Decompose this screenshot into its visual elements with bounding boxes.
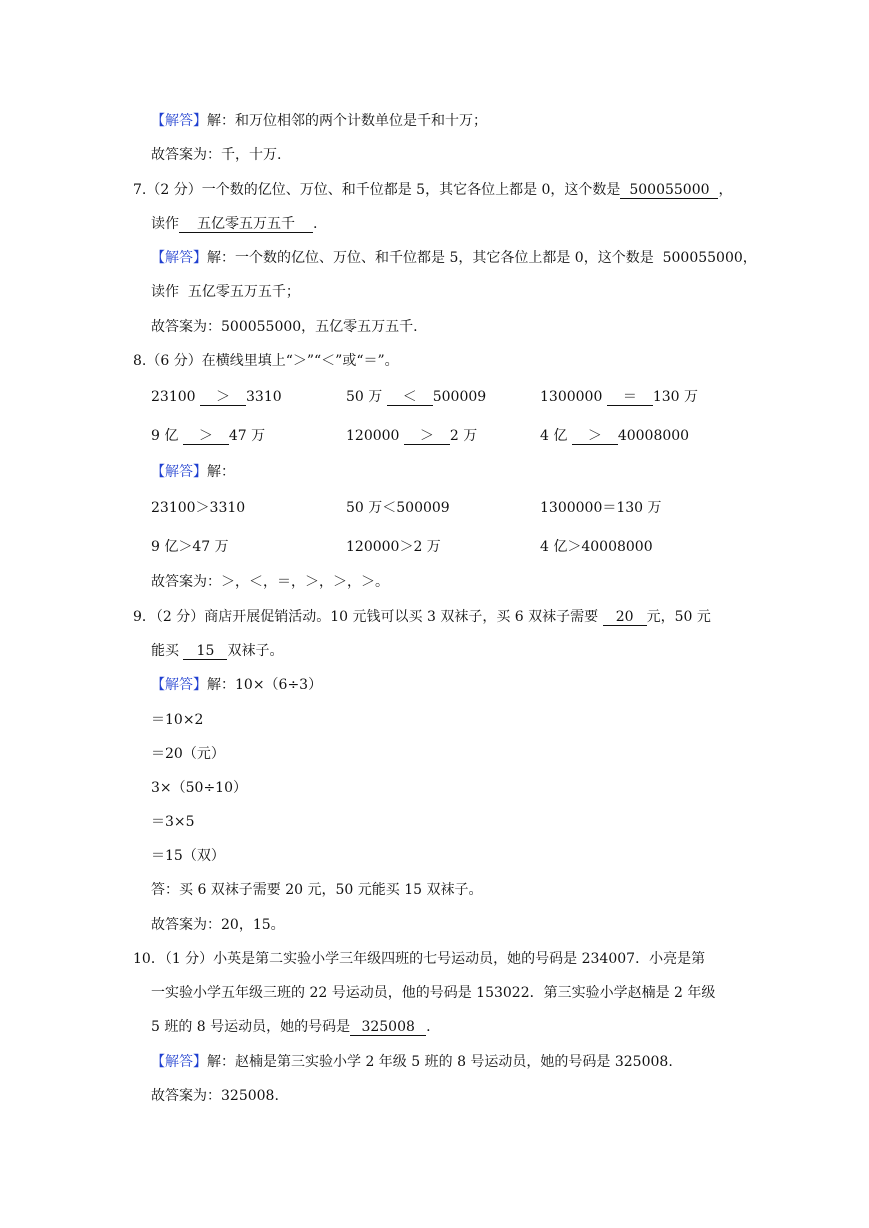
q10-stem-line2: 一实验小学五年级三班的 22 号运动员，他的号码是 153022．第三实验小学赵楠是 2 年级 <box>151 985 716 1001</box>
q9-answer: 故答案为：20，15。 <box>151 917 285 933</box>
q8-blank: ＞ <box>200 389 246 406</box>
q9-step-2: ＝20（元） <box>151 746 225 762</box>
q7-answer: 故答案为：500055000，五亿零五万五千. <box>151 319 418 335</box>
q8-blank: ＞ <box>183 428 229 445</box>
q9-step-5: ＝15（双） <box>151 848 225 864</box>
q9-blank-pairs: 15 <box>183 643 227 660</box>
q8-item-6: 4 亿 ＞ 40008000 <box>540 428 690 444</box>
q10-solution: 【解答】解：赵楠是第三实验小学 2 年级 5 班的 8 号运动员，她的号码是 325008. <box>151 1054 673 1070</box>
q6-solution: 【解答】解：和万位相邻的两个计数单位是千和十万； <box>151 113 487 129</box>
q10-answer: 故答案为：325008. <box>151 1088 279 1104</box>
q9-step-4: ＝3×5 <box>151 814 195 830</box>
q8-item-2: 50 万 ＜ 500009 <box>346 389 487 405</box>
solution-tag: 【解答】 <box>151 464 207 480</box>
q9-step-1: ＝10×2 <box>151 712 204 728</box>
q8-item-3: 1300000 ＝ 130 万 <box>540 389 698 405</box>
q8-item-5: 120000 ＞ 2 万 <box>346 428 478 444</box>
q9-reply: 答：买 6 双袜子需要 20 元，50 元能买 15 双袜子。 <box>151 882 483 898</box>
q8-sol-item-3: 1300000＝130 万 <box>540 500 662 516</box>
q7-blank-number: 500055000 <box>620 182 718 199</box>
solution-tag: 【解答】 <box>151 677 207 693</box>
q8-sol-item-1: 23100＞3310 <box>151 500 246 516</box>
q8-item-1: 23100 ＞ 3310 <box>151 389 282 405</box>
q7-blank-reading: 五亿零五万五千 <box>179 216 313 233</box>
q7-solution-line1: 【解答】解：一个数的亿位、万位、和千位都是 5，其它各位上都是 0，这个数是 500055000， <box>151 250 757 266</box>
solution-tag: 【解答】 <box>151 250 207 266</box>
q7-stem-line2: 读作 五亿零五万五千 . <box>151 216 318 232</box>
q8-sol-item-4: 9 亿＞47 万 <box>151 539 229 555</box>
q9-solution: 【解答】解：10×（6÷3） <box>151 677 323 693</box>
q8-stem: 8.（6 分）在横线里填上“＞”“＜”或“＝”。 <box>133 353 399 369</box>
q6-answer: 故答案为：千，十万. <box>151 147 282 163</box>
q8-sol-item-5: 120000＞2 万 <box>346 539 441 555</box>
q7-stem-line1: 7.（2 分）一个数的亿位、万位、和千位都是 5，其它各位上都是 0，这个数是 500055000 ， <box>133 182 733 198</box>
q10-blank-number: 325008 <box>350 1019 426 1036</box>
q8-answer: 故答案为：＞，＜，＝，＞，＞，＞。 <box>151 574 389 590</box>
q8-sol-item-6: 4 亿＞40008000 <box>540 539 653 555</box>
q7-solution-line2: 读作 五亿零五万五千； <box>151 284 300 300</box>
q9-step-3: 3×（50÷10） <box>151 780 247 796</box>
q10-stem-line3: 5 班的 8 号运动员，她的号码是 325008 . <box>151 1019 431 1035</box>
q10-stem-line1: 10．（1 分）小英是第二实验小学三年级四班的七号运动员，她的号码是 234007．小亮是第 <box>133 951 706 967</box>
q9-stem-line2: 能买 15 双袜子。 <box>151 643 284 659</box>
q8-blank: ＞ <box>572 428 618 445</box>
q8-solution: 【解答】解： <box>151 464 235 480</box>
solution-tag: 【解答】 <box>151 1054 207 1070</box>
q8-item-4: 9 亿 ＞ 47 万 <box>151 428 266 444</box>
q8-sol-item-2: 50 万＜500009 <box>346 500 450 516</box>
q8-blank: ＝ <box>607 389 653 406</box>
q8-blank: ＜ <box>387 389 433 406</box>
q9-stem-line1: 9．（2 分）商店开展促销活动。10 元钱可以买 3 双袜子，买 6 双袜子需要 20 元，50 元 <box>133 609 711 625</box>
solution-tag: 【解答】 <box>151 113 207 129</box>
q8-blank: ＞ <box>404 428 450 445</box>
q9-blank-cost: 20 <box>603 609 647 626</box>
